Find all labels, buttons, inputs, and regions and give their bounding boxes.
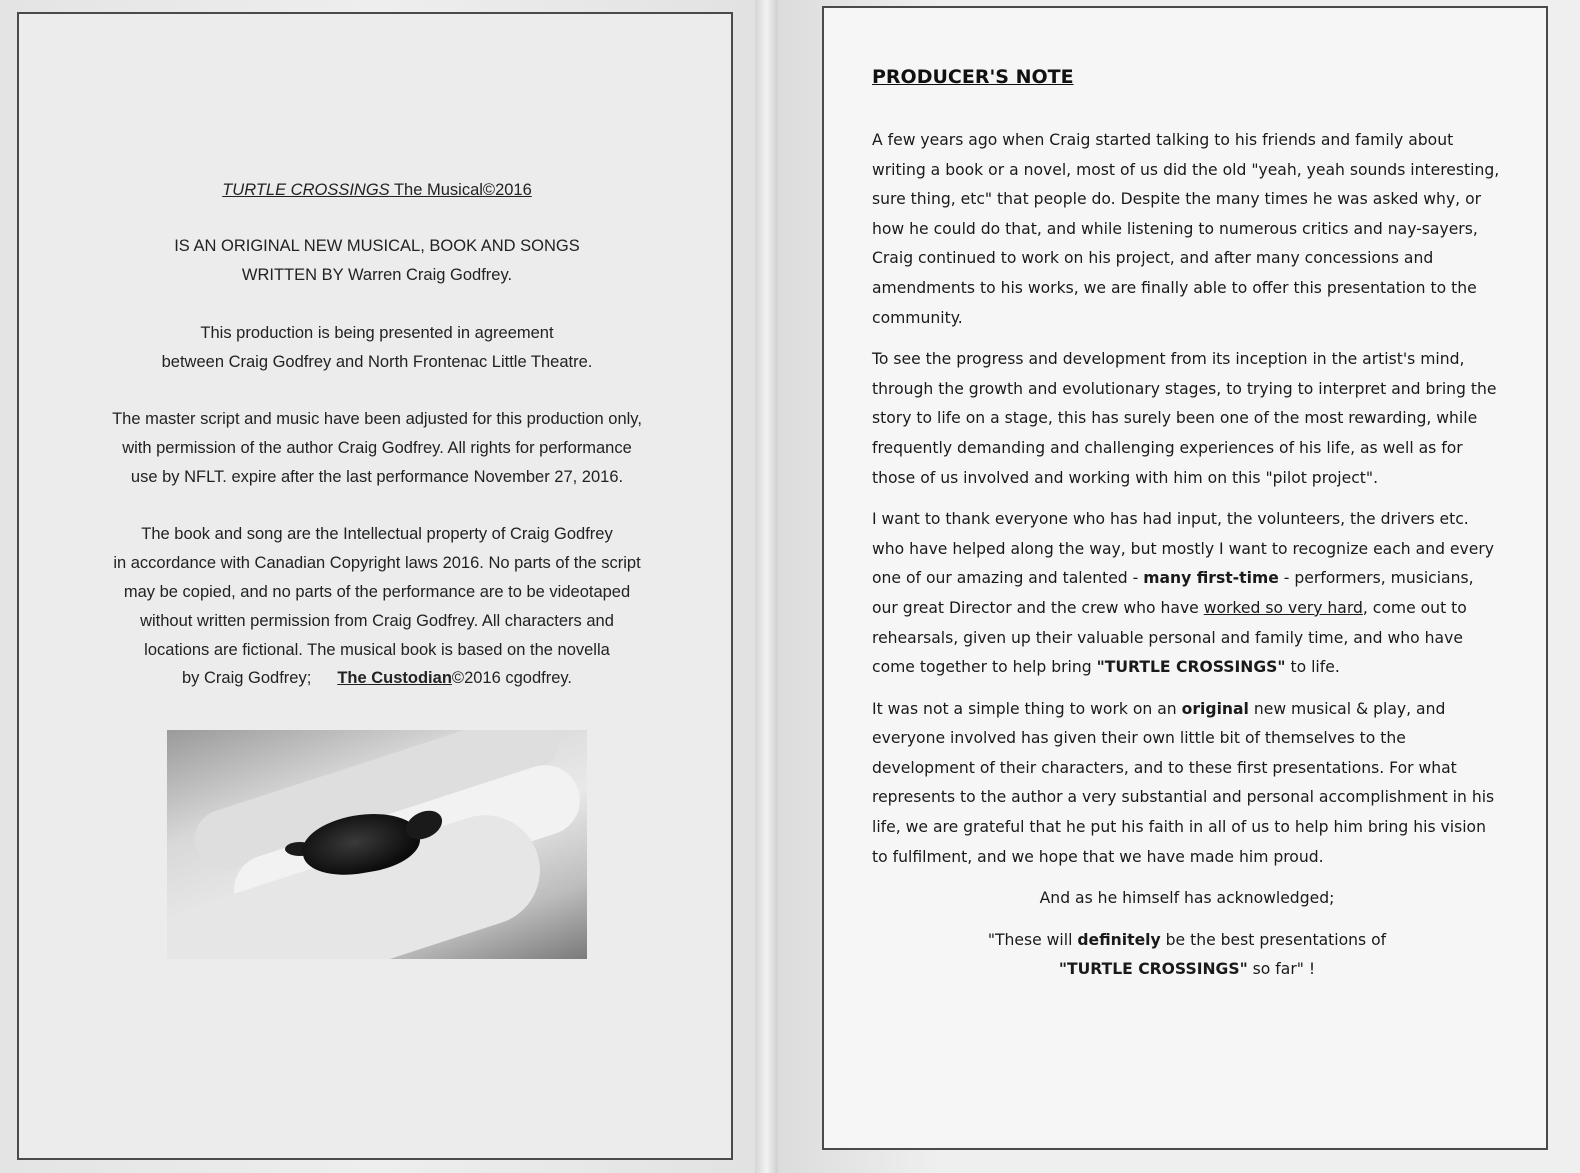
emphasis-definitely: definitely — [1077, 930, 1161, 949]
copyright-statement: The book and song are the Intellectual property of Craig Godfrey in accordance with Canadian Copyright laws 2016. No parts of the script may be copied, and no parts of the performance are to be videotaped without written permission from Craig Godfrey. All characters and locations are fictional. The musical book is based on the novella — [113, 525, 641, 659]
left-page-frame — [17, 12, 733, 1160]
text-run: so far" ! — [1247, 960, 1316, 979]
text-run: - performers, musicians, our great Director and the crew who have — [872, 569, 1474, 617]
novella-title: The Custodian — [337, 669, 452, 687]
byline-suffix: ©2016 cgodfrey. — [451, 669, 572, 687]
emphasis-worked-hard: worked so very hard — [1203, 598, 1363, 617]
emphasis-show-title: "TURTLE CROSSINGS" — [1058, 960, 1248, 979]
novella-byline — [19, 664, 735, 693]
note-paragraph-thanks — [872, 505, 1502, 683]
emphasis-original: original — [1181, 699, 1249, 718]
emphasis-first-time: many first-time — [1143, 569, 1279, 588]
text-run: be the best presentations of — [1160, 930, 1387, 949]
rights-statement: The master script and music have been adjusted for this production only, with permission of the author Craig Godfrey. All rights for performance use by NFLT. expire after the last performance November 27, 2016. — [112, 410, 642, 486]
producers-note-body — [872, 126, 1502, 997]
note-paragraph: To see the progress and development from its inception in the artist's mind, through the growth and evolutionary stages, to trying to interpret and bring the story to life on a stage, this has surely been one of the most rewarding, while frequently demanding and challenging experiences of his life, as well as for those of us involved and working with him on this "pilot project". — [872, 350, 1497, 487]
text-run: "These will — [987, 930, 1078, 949]
agreement-statement: This production is being presented in agreement between Craig Godfrey and North Frontenac Little Theatre. — [161, 324, 593, 371]
right-page-frame — [822, 6, 1548, 1150]
page-gutter — [755, 0, 778, 1173]
musical-title — [19, 176, 735, 205]
text-run: , come out to rehearsals, given up their valuable personal and family time, and who have come together to help bring — [872, 598, 1467, 677]
text-run: I want to thank everyone who has had input, the volunteers, the drivers etc. who have helped along the way, but mostly I want to recognize each and every one of our amazing and talented - — [872, 510, 1494, 588]
text-run: new musical & play, and everyone involved has given their own little bit of themselves to the development of their characters, and to these first presentations. For what represents to the author a very substantial and personal accomplishment in his life, we are grateful that he put his faith in all of us to help him bring his vision to fulfilment, and we hope that we have made him proud. — [872, 699, 1495, 866]
closing-quote — [872, 926, 1502, 985]
acknowledgement-line: And as he himself has acknowledged; — [1039, 889, 1335, 908]
text-run: It was not a simple thing to work on an — [872, 699, 1182, 718]
byline-prefix: by Craig Godfrey; — [182, 669, 312, 687]
note-paragraph: A few years ago when Craig started talking to his friends and family about writing a book or a novel, most of us did the old "yeah, yeah sounds interesting, sure thing, etc" that people do. Despite the many times he was asked why, or how he could do that, and while listening to numerous critics and nay-sayers, Craig continued to work on his project, and after many concessions and amendments to his works, we are finally able to offer this presentation to the community. — [872, 131, 1500, 327]
producers-note-heading: PRODUCER'S NOTE — [872, 66, 1074, 88]
emphasis-show-title: "TURTLE CROSSINGS" — [1096, 658, 1286, 677]
musical-title-italic: TURTLE CROSSINGS — [222, 181, 390, 199]
authorship-statement: IS AN ORIGINAL NEW MUSICAL, BOOK AND SONGS WRITTEN BY Warren Craig Godfrey. — [174, 237, 580, 284]
note-paragraph-original — [872, 695, 1502, 873]
text-run: to life. — [1285, 658, 1340, 677]
turtle-in-hand-photo — [167, 730, 587, 959]
musical-title-rest: The Musical©2016 — [389, 181, 532, 199]
